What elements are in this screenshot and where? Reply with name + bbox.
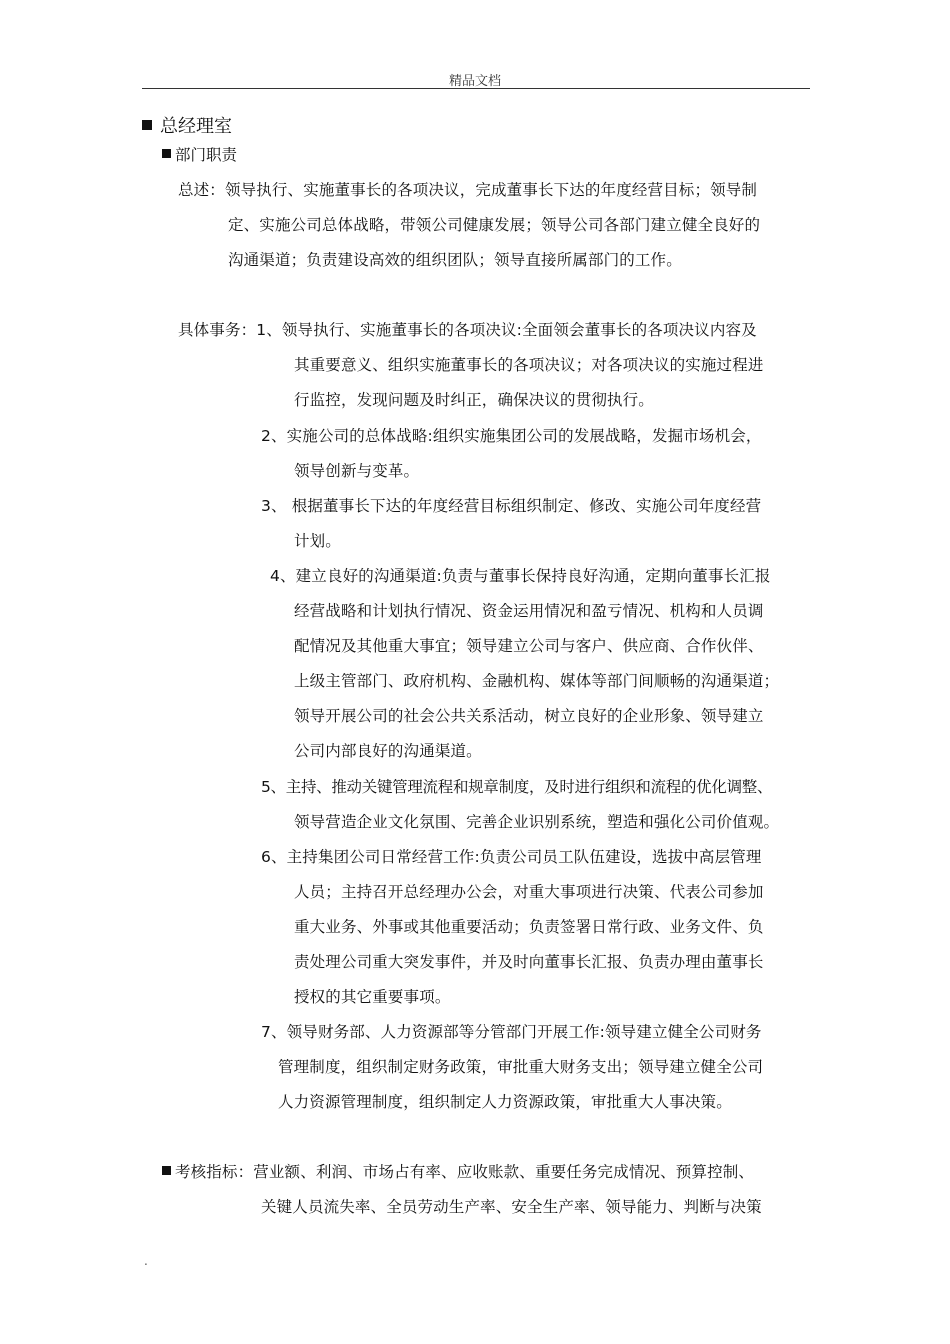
task-line: 领导营造企业文化氛围、完善企业识别系统，塑造和强化公司价值观。 bbox=[294, 813, 780, 831]
task-line: 具体事务：1、领导执行、实施董事长的各项决议:全面领会董事长的各项决议内容及 bbox=[178, 321, 757, 339]
task-line: 人力资源管理制度，组织制定人力资源政策，审批重大人事决策。 bbox=[278, 1093, 732, 1111]
task-line: 授权的其它重要事项。 bbox=[294, 988, 451, 1006]
task-line: 其重要意义、组织实施董事长的各项决议；对各项决议的实施过程进 bbox=[294, 356, 764, 374]
task-line: 上级主管部门、政府机构、金融机构、媒体等部门间顺畅的沟通渠道； bbox=[294, 672, 780, 690]
task-line: 管理制度，组织制定财务政策，审批重大财务支出；领导建立健全公司 bbox=[278, 1058, 764, 1076]
task-line: 5、主持、推动关键管理流程和规章制度，及时进行组织和流程的优化调整、 bbox=[261, 778, 773, 796]
task-line: 领导开展公司的社会公共关系活动，树立良好的企业形象、领导建立 bbox=[294, 707, 764, 725]
assessment-text: 考核指标：营业额、利润、市场占有率、应收账款、重要任务完成情况、预算控制、 bbox=[175, 1163, 755, 1181]
overview-line: 总述：领导执行、实施董事长的各项决议，完成董事长下达的年度经营目标；领导制 bbox=[178, 181, 758, 199]
overview-line: 沟通渠道；负责建设高效的组织团队；领导直接所属部门的工作。 bbox=[228, 251, 682, 269]
task-line: 公司内部良好的沟通渠道。 bbox=[294, 742, 482, 760]
section-subtitle bbox=[162, 143, 237, 165]
task-line: 7、领导财务部、人力资源部等分管部门开展工作:领导建立健全公司财务 bbox=[261, 1023, 762, 1041]
overview-line: 定、实施公司总体战略，带领公司健康发展；领导公司各部门建立健全良好的 bbox=[228, 216, 761, 234]
task-line: 重大业务、外事或其他重要活动；负责签署日常行政、业务文件、负 bbox=[294, 918, 764, 936]
header-rule bbox=[142, 88, 810, 89]
square-bullet-icon bbox=[162, 1166, 171, 1175]
task-line: 计划。 bbox=[294, 532, 341, 550]
assessment-line bbox=[162, 1160, 754, 1182]
task-line: 人员；主持召开总经理办公会，对重大事项进行决策、代表公司参加 bbox=[294, 883, 764, 901]
task-line: 经营战略和计划执行情况、资金运用情况和盈亏情况、机构和人员调 bbox=[294, 602, 764, 620]
section-title-text: 总经理室 bbox=[160, 116, 232, 137]
square-bullet-icon bbox=[142, 120, 152, 130]
task-line: 3、 根据董事长下达的年度经营目标组织制定、修改、实施公司年度经营 bbox=[261, 497, 762, 515]
footer-dot: . bbox=[144, 1254, 148, 1268]
task-line: 6、主持集团公司日常经营工作:负责公司员工队伍建设，选拔中高层管理 bbox=[261, 848, 762, 866]
assessment-line: 关键人员流失率、全员劳动生产率、安全生产率、领导能力、判断与决策 bbox=[261, 1198, 762, 1216]
task-line: 4、建立良好的沟通渠道:负责与董事长保持良好沟通，定期向董事长汇报 bbox=[270, 567, 771, 585]
square-bullet-icon bbox=[162, 149, 171, 158]
page-header: 精品文档 bbox=[448, 74, 501, 89]
task-line: 2、实施公司的总体战略:组织实施集团公司的发展战略，发掘市场机会， bbox=[261, 427, 762, 445]
section-title bbox=[142, 112, 232, 138]
section-subtitle-text: 部门职责 bbox=[175, 146, 238, 164]
task-line: 领导创新与变革。 bbox=[294, 462, 420, 480]
task-line: 行监控，发现问题及时纠正，确保决议的贯彻执行。 bbox=[294, 391, 654, 409]
task-line: 配情况及其他重大事宜；领导建立公司与客户、供应商、合作伙伴、 bbox=[294, 637, 764, 655]
task-line: 责处理公司重大突发事件，并及时向董事长汇报、负责办理由董事长 bbox=[294, 953, 764, 971]
